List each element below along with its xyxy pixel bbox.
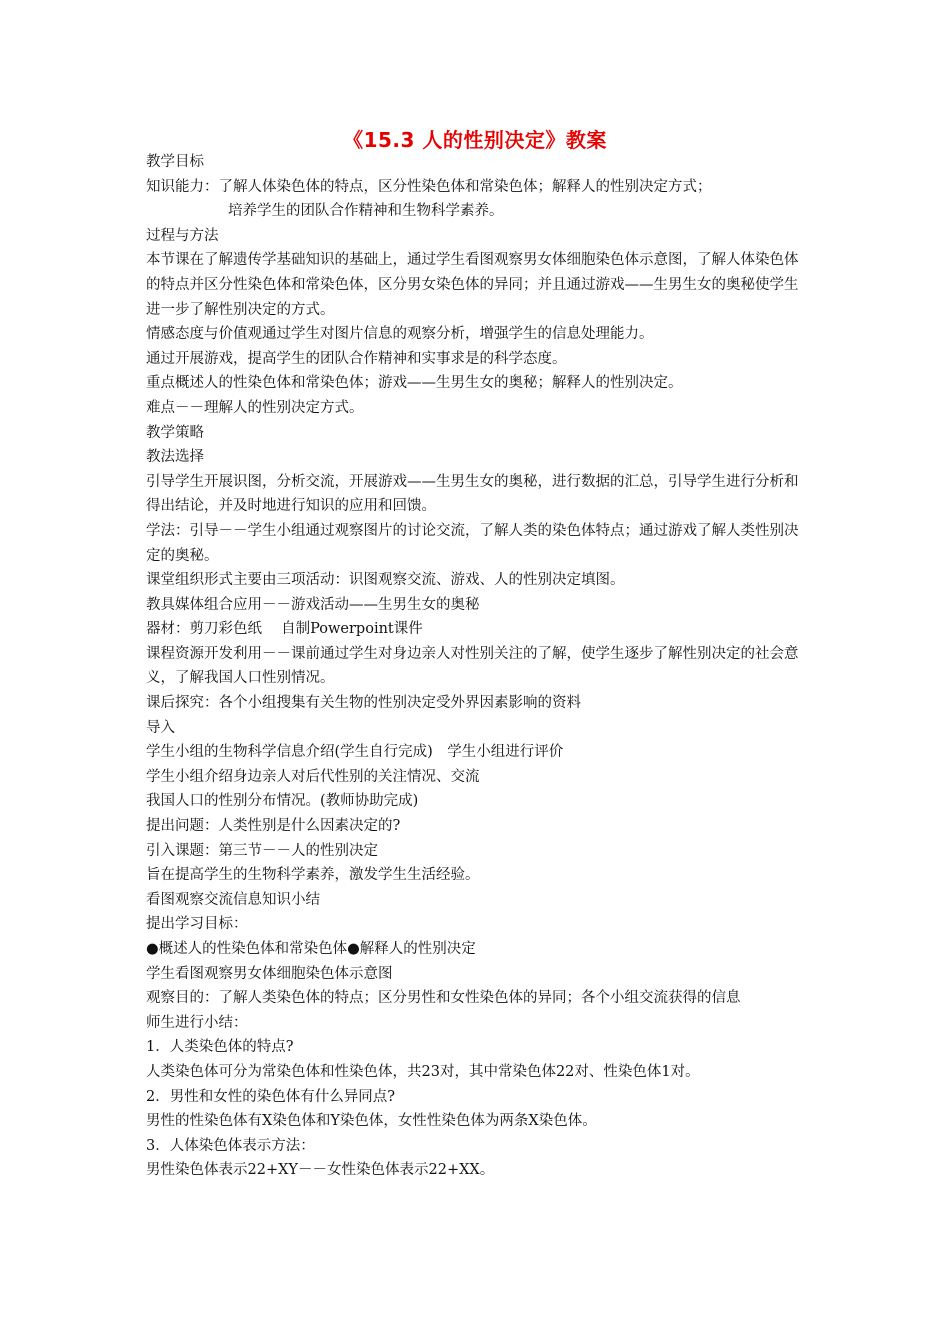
text-line: 引导学生开展识图，分析交流，开展游戏——生男生女的奥秘，进行数据的汇总，引导学生进行分析和得出结论，并及时地进行知识的应用和回馈。 — [146, 473, 799, 515]
text-line: 通过开展游戏，提高学生的团队合作精神和实事求是的科学态度。 — [146, 350, 567, 367]
text-line: 观察目的：了解人类染色体的特点；区分男性和女性染色体的异同；各个小组交流获得的信息 — [146, 990, 741, 1007]
text-line: 培养学生的团队合作精神和生物科学素养。 — [228, 203, 504, 220]
text-line: 人类染色体可分为常染色体和性染色体，共23对，其中常染色体22对、性染色体1对。 — [146, 1063, 700, 1080]
text-line: 我国人口的性别分布情况。(教师协助完成) — [146, 793, 419, 810]
text-line: 学生小组介绍身边亲人对后代性别的关注情况、交流 — [146, 768, 480, 785]
document-title: 《15.3 人的性别决定》教案 — [343, 128, 607, 152]
text-line: 教学策略 — [146, 424, 204, 441]
text-line: 师生进行小结： — [146, 1014, 248, 1031]
text-line: 教法选择 — [146, 449, 204, 466]
text-line: 导入 — [146, 719, 175, 736]
text-line: 学生小组的生物科学信息介绍(学生自行完成) 学生小组进行评价 — [146, 744, 564, 761]
text-line: 课程资源开发利用－－课前通过学生对身边亲人对性别关注的了解，使学生逐步了解性别决定的社会意义，了解我国人口性别情况。 — [146, 645, 799, 687]
text-line: 1．人类染色体的特点? — [146, 1039, 294, 1056]
text-line: 学生看图观察男女体细胞染色体示意图 — [146, 965, 393, 982]
document-body — [146, 150, 806, 1183]
text-line: 男性染色体表示22+XY－－女性染色体表示22+XX。 — [146, 1162, 495, 1179]
text-line: 提出学习目标： — [146, 916, 248, 933]
text-line: 知识能力：了解人体染色体的特点，区分性染色体和常染色体；解释人的性别决定方式； — [146, 178, 712, 195]
text-line: 提出问题：人类性别是什么因素决定的? — [146, 818, 401, 835]
text-line: 教学目标 — [146, 154, 204, 170]
text-line: 过程与方法 — [146, 227, 219, 244]
text-line: 2．男性和女性的染色体有什么异同点? — [146, 1088, 395, 1105]
text-line: 引入课题：第三节－－人的性别决定 — [146, 842, 378, 859]
text-line: 3．人体染色体表示方法： — [146, 1137, 315, 1154]
text-line: 难点－－理解人的性别决定方式。 — [146, 399, 364, 416]
text-line: 旨在提高学生的生物科学素养，激发学生生活经验。 — [146, 867, 480, 884]
text-line: 教具媒体组合应用－－游戏活动——生男生女的奥秘 — [146, 596, 480, 613]
text-line: 情感态度与价值观通过学生对图片信息的观察分析，增强学生的信息处理能力。 — [146, 326, 654, 343]
text-line: 本节课在了解遗传学基础知识的基础上，通过学生看图观察男女体细胞染色体示意图，了解人体染色体的特点并区分性染色体和常染色体，区分男女染色体的异同；并且通过游戏——生男生女的奥秘使学生进一步了解性别决定的方式。 — [146, 252, 799, 318]
text-line: ●概述人的性染色体和常染色体●解释人的性别决定 — [146, 941, 476, 957]
text-line: 课堂组织形式主要由三项活动：识图观察交流、游戏、人的性别决定填图。 — [146, 572, 625, 589]
text-line: 看图观察交流信息知识小结 — [146, 891, 320, 908]
text-line: 课后探究：各个小组搜集有关生物的性别决定受外界因素影响的资料 — [146, 695, 581, 712]
text-line: 器材：剪刀彩色纸 自制Powerpoint课件 — [146, 621, 423, 638]
text-line: 男性的性染色体有X染色体和Y染色体，女性性染色体为两条X染色体。 — [146, 1113, 597, 1130]
text-line: 学法：引导－－学生小组通过观察图片的讨论交流，了解人类的染色体特点；通过游戏了解人类性别决定的奥秘。 — [146, 522, 799, 564]
text-line: 重点概述人的性染色体和常染色体；游戏——生男生女的奥秘；解释人的性别决定。 — [146, 375, 683, 392]
